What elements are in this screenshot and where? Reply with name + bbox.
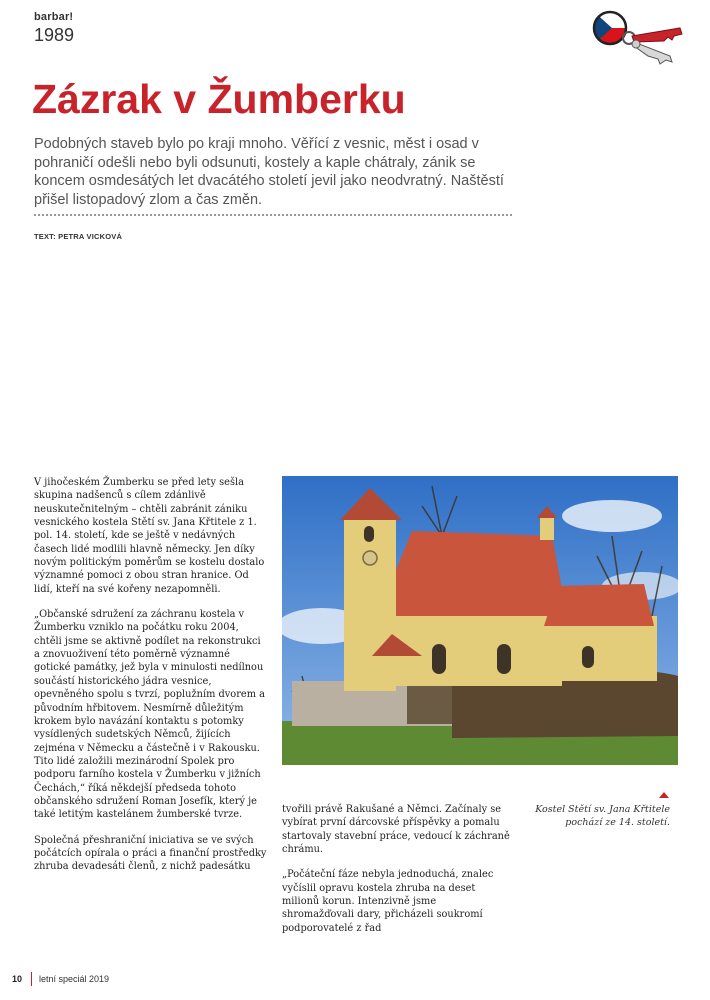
tower-clock [363,551,377,565]
body-column-1 [34,476,268,874]
article-title: Zázrak v Žumberku [32,76,406,122]
gate [407,686,452,724]
tower-window [364,526,374,542]
body-paragraph: „Občanské sdružení za záchranu kostela v Žumberku vzniklo na počátku roku 2004, chtěli jsme se aktivně podílet na rekonstrukci a znovuoživení této poměrně významné gotické památky, jež byla v minulosti nedílnou součástí historického jádra vesnice, opevněného spolu s tvrzí, poplužním dvorem a původním hřbitovem. Nesmírně důležitým krokem bylo navázání kontaktu s potomky vysídlených sudetských Němců, žijících zejména v Německu a částečně i v Rakousku. Tito lidé založili mezinárodní Spolek pro podporu farního kostela v Žumberku v jižních Čechách,“ říká někdejší předseda tohoto občanského sdružení Roman Josefík, který je také letitým kastelánem žumberské tvrze. [34,609,265,821]
church-window [582,646,594,668]
footer-divider [31,972,32,986]
issue-name: letní speciál 2019 [39,974,110,984]
czech-flag-keys-icon [588,6,688,76]
church-photo [282,476,678,765]
article-byline: TEXT: PETRA VICKOVÁ [34,232,123,241]
dotted-divider [34,214,512,216]
turret [540,516,554,540]
caption-marker [659,792,669,798]
section-kicker: barbar! [34,11,74,23]
body-column-2 [282,803,510,935]
photo-caption: Kostel Stětí sv. Jana Křtitele pochází ze 14. století. [535,804,670,828]
body-paragraph: Společná přeshraniční iniciativa se ve svých počátcích opírala o práci a finanční prostředky zhruba devadesáti členů, z nichž padesátku [34,834,267,873]
year-label: 1989 [34,25,75,45]
page-number: 10 [12,974,23,984]
article-lead: Podobných staveb bylo po kraji mnoho. Věřící z vesnic, měst i osad v pohraničí odešli nebo byli odsunuti, kostely a kaple chátraly, zánik se koncem osmdesátých let dvacátého století jevil jako neodvratný. Naštěstí přišel listopadový zlom a čas změn. [34,136,504,208]
church-tower [344,516,396,691]
body-paragraph: „Počáteční fáze nebyla jednoduchá, znalec vyčíslil opravu kostela zhruba na deset milionů korun. Intenzivně jsme shromažďovali dary, přicházeli soukromí podporovatelé z řad [282,869,494,934]
church-window [432,644,446,674]
body-paragraph: tvořili právě Rakušané a Němci. Začínaly se vybírat první dárcovské příspěvky a pomalu startovaly stavební práce, vedoucí k záchraně chrámu. [282,804,510,856]
side-roof [544,584,654,626]
church-window [497,644,511,674]
body-paragraph: V jihočeském Žumberku se před lety sešla skupina nadšenců s cílem zdánlivě neuskutečnitelným – chtěli zabránit zániku vesnického kostela Stětí sv. Jana Křtitele z 1. pol. 14. století, kde se ještě v nedávných časech lidé modlili hlavně německy. Jen díky novým politickým poměrům se kostelu dostalo významné pomoci z obou stran hranice. Od lidí, kteří na své kořeny nezapomněli. [34,477,265,595]
cloud [562,500,662,532]
